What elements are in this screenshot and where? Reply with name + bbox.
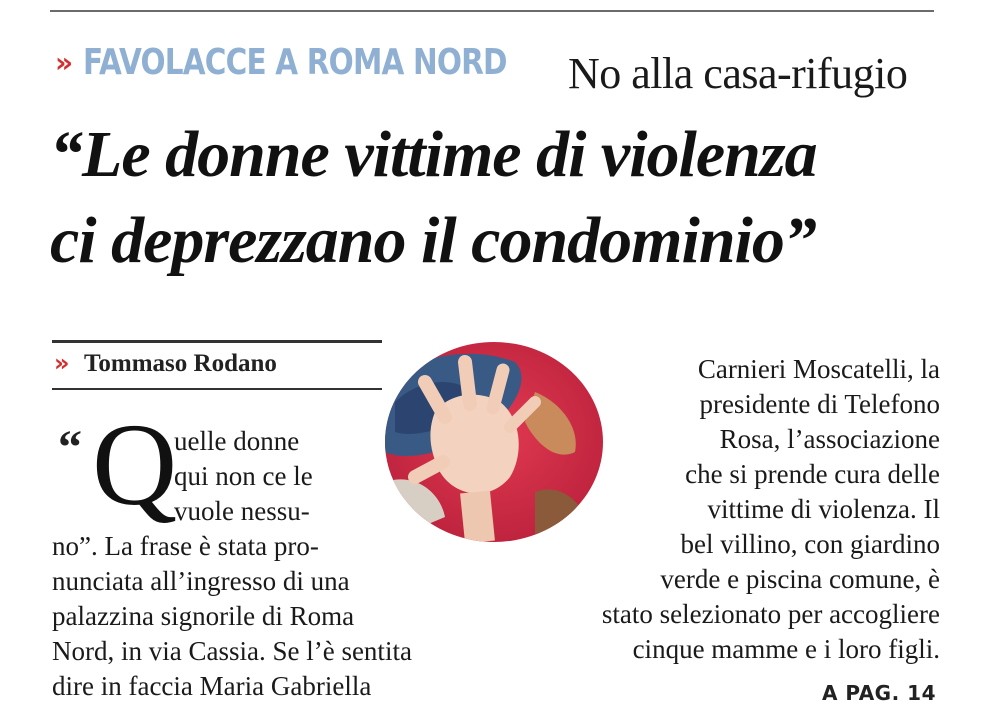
article-line: stato selezionato per accogliere (601, 599, 940, 629)
headline (50, 112, 950, 284)
headline-line-1: “Le donne vittime di violenza (50, 118, 817, 191)
article-line: palazzina signorile di Roma (52, 601, 355, 631)
article-line: uelle donne (174, 426, 300, 456)
article-line: presidente di Telefono (699, 389, 940, 419)
chevron-double-icon: » (54, 349, 70, 377)
chevron-double-icon: » (55, 46, 74, 79)
article-line: verde e piscina comune, è (660, 564, 940, 594)
article-line: Carnieri Moscatelli, la (697, 354, 940, 384)
headline-line-2: ci deprezzano il condominio” (50, 204, 816, 277)
byline-rule-top (52, 340, 382, 343)
opening-quote-mark: “ (58, 421, 82, 474)
article-line: Nord, in via Cassia. Se l’è sentita (52, 636, 412, 666)
drop-cap: Q (92, 399, 178, 530)
article-line: no”. La frase è stata pro- (52, 531, 319, 561)
article-line: che si prende cura delle (685, 459, 940, 489)
section-label: FAVOLACCE A ROMA NORD (83, 42, 507, 83)
article-line: vuole nessu- (174, 496, 310, 526)
article-column-right (515, 352, 940, 667)
kicker-subtitle: No alla casa-rifugio (568, 49, 908, 98)
page-reference: A PAG. 14 (821, 681, 936, 705)
article-line: dire in faccia Maria Gabriella (52, 671, 372, 701)
author-name: Tommaso Rodano (84, 350, 277, 377)
byline-rule-bottom (52, 388, 382, 390)
article-line: nunciata all’ingresso di una (52, 566, 350, 596)
article-line: bel villino, con giardino (680, 529, 940, 559)
article-line: cinque mamme e i loro figli. (632, 634, 940, 664)
article-line: qui non ce le (174, 461, 313, 491)
article-line: vittime di violenza. Il (707, 494, 940, 524)
top-rule (50, 10, 934, 12)
article-line: Rosa, l’associazione (719, 424, 940, 454)
kicker (55, 42, 908, 102)
byline (52, 340, 382, 390)
